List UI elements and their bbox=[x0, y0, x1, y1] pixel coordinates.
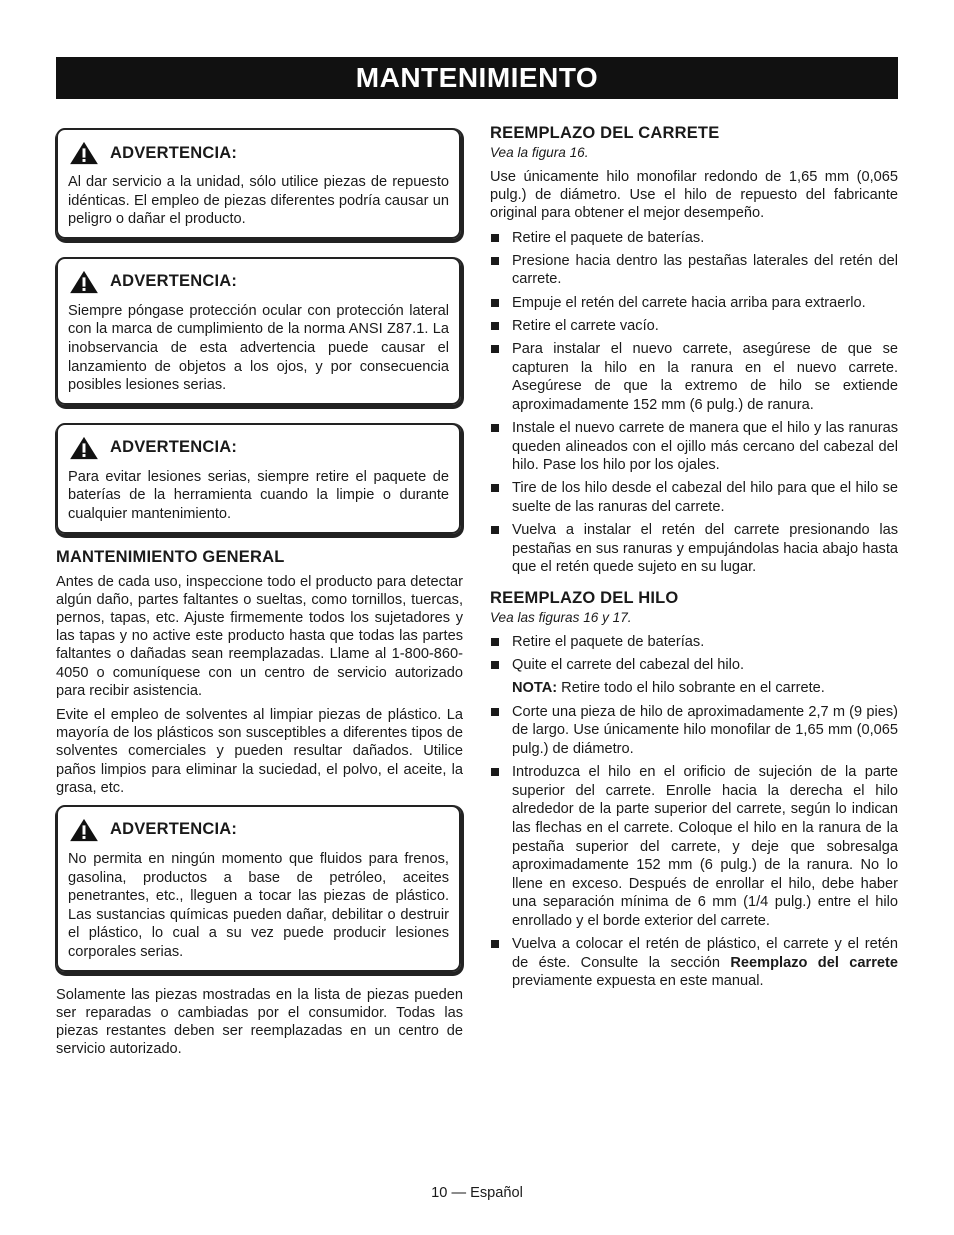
warning-header bbox=[68, 141, 449, 165]
note-label: NOTA: bbox=[512, 680, 558, 697]
warning-text: Siempre póngase protección ocular con protección lateral con la marca de cumplimiento de la norma ANSI Z87.1. La inobservancia de esta advertencia puede causar el lanzamiento de objetos a los ojos, y por consecuencia posibles lesiones serias. bbox=[68, 302, 449, 394]
list-item: Retire el paquete de baterías. bbox=[490, 633, 898, 652]
left-column bbox=[56, 124, 463, 1064]
list-item: Corte una pieza de hilo de aproximadamente 2,7 m (9 pies) de largo. Use únicamente hilo monofilar de 1,65 mm (0,065 pulg.) de diámetro. bbox=[490, 703, 898, 759]
warning-box-fluids bbox=[56, 805, 461, 972]
bullet-square-icon bbox=[491, 484, 499, 492]
warning-title: ADVERTENCIA: bbox=[110, 820, 238, 839]
warning-triangle-icon bbox=[68, 436, 100, 460]
warning-text: Para evitar lesiones serias, siempre retire el paquete de baterías de la herramienta cuando la limpie o durante cualquier mantenimiento. bbox=[68, 468, 449, 522]
warning-title: ADVERTENCIA: bbox=[110, 143, 238, 162]
list-item: Instale el nuevo carrete de manera que el hilo y las ranuras queden alineados con el ojillo más cercano del cabezal del hilo. Pase los hilo por los ojales. bbox=[490, 419, 898, 475]
list-item: Retire el paquete de baterías. bbox=[490, 229, 898, 248]
bullet-square-icon bbox=[491, 424, 499, 432]
page-title: MANTENIMIENTO bbox=[355, 62, 599, 93]
figure-reference: Vea la figura 16. bbox=[490, 145, 589, 160]
note bbox=[490, 679, 898, 698]
bullet-square-icon bbox=[491, 768, 499, 776]
warning-box-battery bbox=[56, 423, 461, 534]
figure-reference: Vea las figuras 16 y 17. bbox=[490, 609, 632, 625]
note-text: Retire todo el hilo sobrante en el carrete. bbox=[557, 680, 825, 697]
general-paragraph-1: Antes de cada uso, inspeccione todo el producto para detectar algún daño, partes faltantes o sueltas, como tornillos, tuercas, pernos, tapas, etc. Ajuste firmemente todos los sujetadores y las tapas y no active este producto hasta que todas las partes faltantes o dañadas sean reemplazadas. Llame al 1-800-860-4050 o comuníquese con un centro de servicio autorizado para recibir asistencia. bbox=[56, 573, 463, 699]
warning-header bbox=[68, 270, 449, 294]
bullet-square-icon bbox=[491, 257, 499, 265]
list-item: Quite el carrete del cabezal del hilo. bbox=[490, 656, 898, 675]
list-item: Retire el carrete vacío. bbox=[490, 317, 898, 336]
warning-text: No permita en ningún momento que fluidos para frenos, gasolina, productos a base de petróleo, aceites penetrantes, etc., lleguen a tocar las piezas de plástico. Las sustancias químicas pueden dañar, debilitar o destruir el plástico, lo cual a su vez puede producir lesiones corporales serias. bbox=[68, 850, 449, 960]
warning-text: Al dar servicio a la unidad, sólo utilice piezas de repuesto idénticas. El empleo de piezas diferentes podría causar un peligro o dañar el producto. bbox=[68, 174, 449, 228]
bullet-square-icon bbox=[491, 638, 499, 646]
cross-reference: Reemplazo del carrete bbox=[730, 954, 898, 971]
warning-box-parts bbox=[56, 128, 461, 239]
warning-triangle-icon bbox=[68, 270, 100, 294]
bullet-square-icon bbox=[491, 322, 499, 330]
line-steps-list-continued bbox=[490, 703, 898, 991]
list-item: Empuje el retén del carrete hacia arriba para extraerlo. bbox=[490, 294, 898, 313]
warning-triangle-icon bbox=[68, 141, 100, 165]
warning-triangle-icon bbox=[68, 818, 100, 842]
list-item: Para instalar el nuevo carrete, asegúrese de que se capturen la hilo en la ranura en el nuevo carrete. Asegúrese de que la extremo de hilo se extiende aproximadamente 152 mm (6 pulg.) de ranura. bbox=[490, 340, 898, 414]
general-paragraph-2: Evite el empleo de solventes al limpiar piezas de plástico. La mayoría de los plásticos son susceptibles a diferentes tipos de solventes comerciales y pueden resultar dañados. Utilice paños limpios para eliminar la suciedad, el polvo, el aceite, la grasa, etc. bbox=[56, 706, 463, 796]
line-steps-list bbox=[490, 633, 898, 675]
bullet-square-icon bbox=[491, 526, 499, 534]
section-title-banner bbox=[56, 57, 898, 99]
section-heading-spool: REEMPLAZO DEL CARRETE bbox=[490, 124, 720, 142]
bullet-square-icon bbox=[491, 708, 499, 716]
warning-title: ADVERTENCIA: bbox=[110, 438, 238, 457]
right-column bbox=[490, 124, 898, 996]
bullet-square-icon bbox=[491, 940, 499, 948]
warning-title: ADVERTENCIA: bbox=[110, 272, 238, 291]
section-heading-general: MANTENIMIENTO GENERAL bbox=[56, 547, 285, 566]
warning-header bbox=[68, 436, 449, 460]
list-item: Vuelva a instalar el retén del carrete presionando las pestañas en sus ranuras y empujándolas hacia abajo hasta que el retén quede sujeto en su lugar. bbox=[490, 521, 898, 577]
list-item: Introduzca el hilo en el orificio de sujeción de la parte superior del carrete. Enrolle hacia la derecha el hilo alrededor de la parte superior del carrete, según lo indican las flechas en el carrete. Coloque el hilo en la ranura de la pestaña superior del carrete, y deje que sobresalga aproximadamente 152 mm (6 pulg.) de la ranura. No lo llene en exceso. Después de enrollar el hilo, debe haber una separación mínima de 6 mm (1/4 pulg.) entre el hilo enrollado y el borde exterior del carrete. bbox=[490, 763, 898, 930]
section-heading-line: REEMPLAZO DEL HILO bbox=[490, 588, 679, 607]
warning-box-eye-protection bbox=[56, 257, 461, 405]
spool-intro: Use únicamente hilo monofilar redondo de 1,65 mm (0,065 pulg.) de diámetro. Use el hilo de repuesto del fabricante original para obtener el mejor desempeño. bbox=[490, 169, 898, 222]
closing-paragraph: Solamente las piezas mostradas en la lista de piezas pueden ser reparadas o cambiadas por el consumidor. Todas las piezas restantes deben ser reemplazadas en un centro de servicio autorizado. bbox=[56, 986, 463, 1058]
bullet-square-icon bbox=[491, 345, 499, 353]
spool-steps-list bbox=[490, 229, 898, 577]
page-number: 10 — Español bbox=[431, 1185, 523, 1201]
list-item: Tire de los hilo desde el cabezal del hilo para que el hilo se suelte de las ranuras del carrete. bbox=[490, 479, 898, 516]
bullet-square-icon bbox=[491, 661, 499, 669]
list-item: Presione hacia dentro las pestañas laterales del retén del carrete. bbox=[490, 252, 898, 289]
bullet-square-icon bbox=[491, 234, 499, 242]
warning-header bbox=[68, 818, 449, 842]
list-item: Vuelva a colocar el retén de plástico, el carrete y el retén de éste. Consulte la sección Reemplazo del carrete previamente expuesta en este manual. bbox=[490, 935, 898, 991]
page-footer bbox=[0, 1185, 954, 1201]
bullet-square-icon bbox=[491, 299, 499, 307]
